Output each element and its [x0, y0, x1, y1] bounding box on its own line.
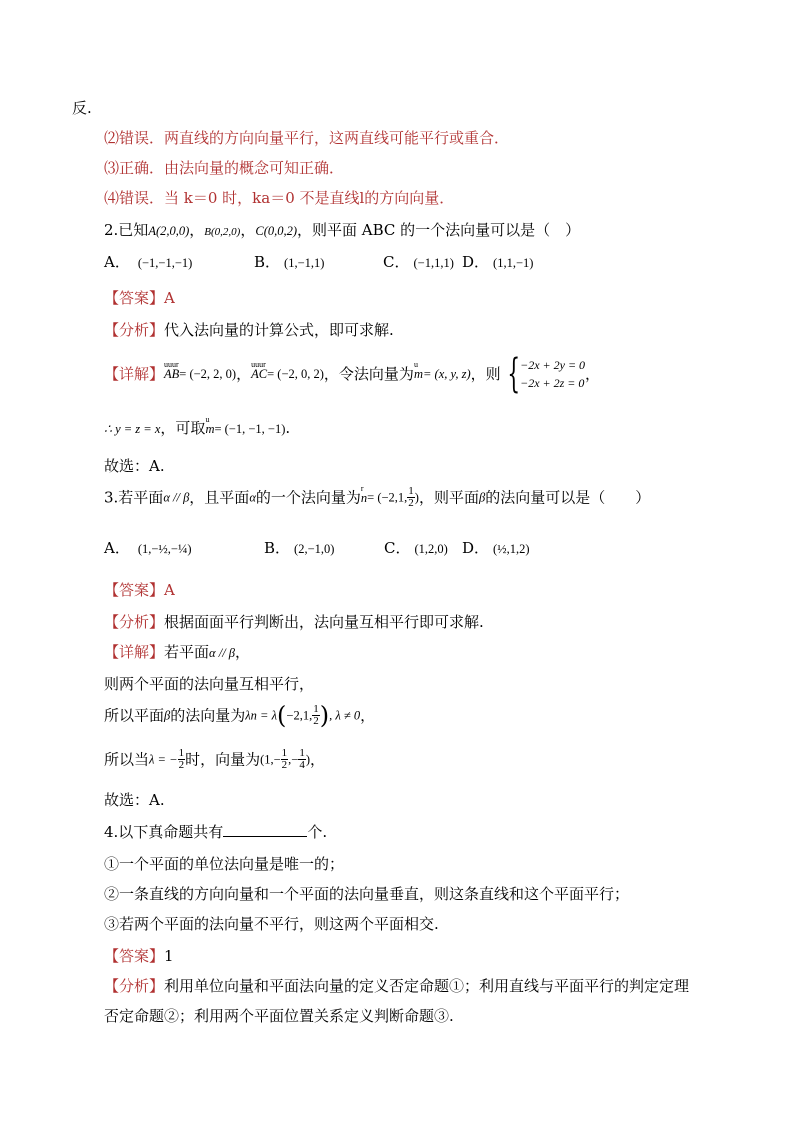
- question-2-tail: ，则平面 ABC 的一个法向量可以是（ ）: [297, 221, 581, 239]
- option-d: D． (½,1,2): [462, 539, 530, 557]
- detail-line: 所以平面β的法向量为λn = λ(−2,1, $\frac{1}{2}$ ), λ ≠ 0，: [104, 701, 376, 730]
- answer-line: 【答案】1: [104, 947, 174, 965]
- option-a: A． (−1,−1,−1): [104, 253, 193, 271]
- choice-line: 故选：A.: [104, 457, 165, 475]
- text-line: ⑷错误．当 k＝0 时，ka＝0 不是直线l的方向向量．: [104, 189, 455, 207]
- answer-tag: 【答案】: [104, 289, 165, 307]
- point-a: A(2,0,0): [148, 224, 190, 238]
- answer-line: 【答案】A: [104, 581, 175, 599]
- statement-3: ③若两个平面的法向量不平行，则这两个平面相交.: [104, 915, 439, 933]
- question-2-lead: 2.已知: [104, 221, 149, 239]
- choice-line: 故选：A.: [104, 791, 165, 809]
- option-b: B． (1,−1,1): [254, 253, 325, 271]
- point-b: B(0,2,0): [204, 226, 241, 238]
- conclusion-line: ∴ y = z = x，可取 u m= (−1, −1, −1).: [104, 415, 291, 437]
- detail-line: 所以当λ = − $\frac{1}{2}$ 时，向量为(1,− $\frac{1}{2}$ ,− $\frac{1}{4}$ )，: [104, 747, 326, 771]
- analysis-tag: 【分析】: [104, 321, 165, 339]
- answer-value: A: [164, 289, 175, 307]
- question-4-stem: 4.以下真命题共有 个.: [104, 823, 328, 841]
- text-line: ⑶正确．由法向量的概念可知正确．: [104, 159, 345, 177]
- option-c: C． (1,2,0): [384, 539, 448, 557]
- question-3-options: [104, 534, 724, 564]
- option-b: B． (2,−1,0): [264, 539, 335, 557]
- text-line: ⑵错误．两直线的方向向量平行，这两直线可能平行或重合．: [104, 129, 510, 147]
- detail-tag: 【详解】: [104, 365, 165, 383]
- point-c: C(0,0,2): [255, 224, 298, 238]
- statement-1: ①一个平面的单位法向量是唯一的；: [104, 855, 345, 873]
- question-3-stem: 3.若平面α // β，且平面α的一个法向量为 r n= (−2,1, $\frac{1}{2}$ )，则平面β的法向量可以是（ ）: [104, 483, 651, 509]
- analysis-line: 【分析】根据面面平行判断出，法向量互相平行即可求解.: [104, 613, 484, 631]
- analysis-line: 【分析】利用单位向量和平面法向量的定义否定命题①；利用直线与平面平行的判定定理: [104, 977, 690, 995]
- option-a: A． (1,−½,−¼): [104, 539, 192, 557]
- option-d: D． (1,1,−1): [462, 253, 534, 271]
- detail-line: 【详解】 uuur AB= (−2, 2, 0)， uuur AC= (−2, 0, 2)，令法向量为 u m= (x, y, z)，则 { −2x + 2y = 0 −2x + 2z = 0 ，: [104, 351, 601, 397]
- analysis-line: 【分析】代入法向量的计算公式，即可求解.: [104, 321, 394, 339]
- detail-line: 则两个平面的法向量互相平行，: [104, 675, 315, 693]
- equation-system: −2x + 2y = 0 −2x + 2z = 0: [520, 358, 586, 390]
- option-c: C． (−1,1,1): [383, 253, 454, 271]
- detail-line: 【详解】若平面α // β，: [104, 643, 251, 661]
- analysis-line-cont: 否定命题②；利用两个平面位置关系定义判断命题③.: [104, 1007, 454, 1025]
- answer-line: [104, 288, 175, 308]
- question-2-options: [104, 252, 724, 274]
- text-line: 反.: [72, 99, 92, 117]
- question-2-stem: 2.已知A(2,0,0)，B(0,2,0)，C(0,0,2)，则平面 ABC 的一个法向量可以是（ ）: [104, 221, 581, 239]
- statement-2: ②一条直线的方向向量和一个平面的法向量垂直，则这条直线和这个平面平行；: [104, 885, 630, 903]
- answer-blank[interactable]: [223, 822, 307, 837]
